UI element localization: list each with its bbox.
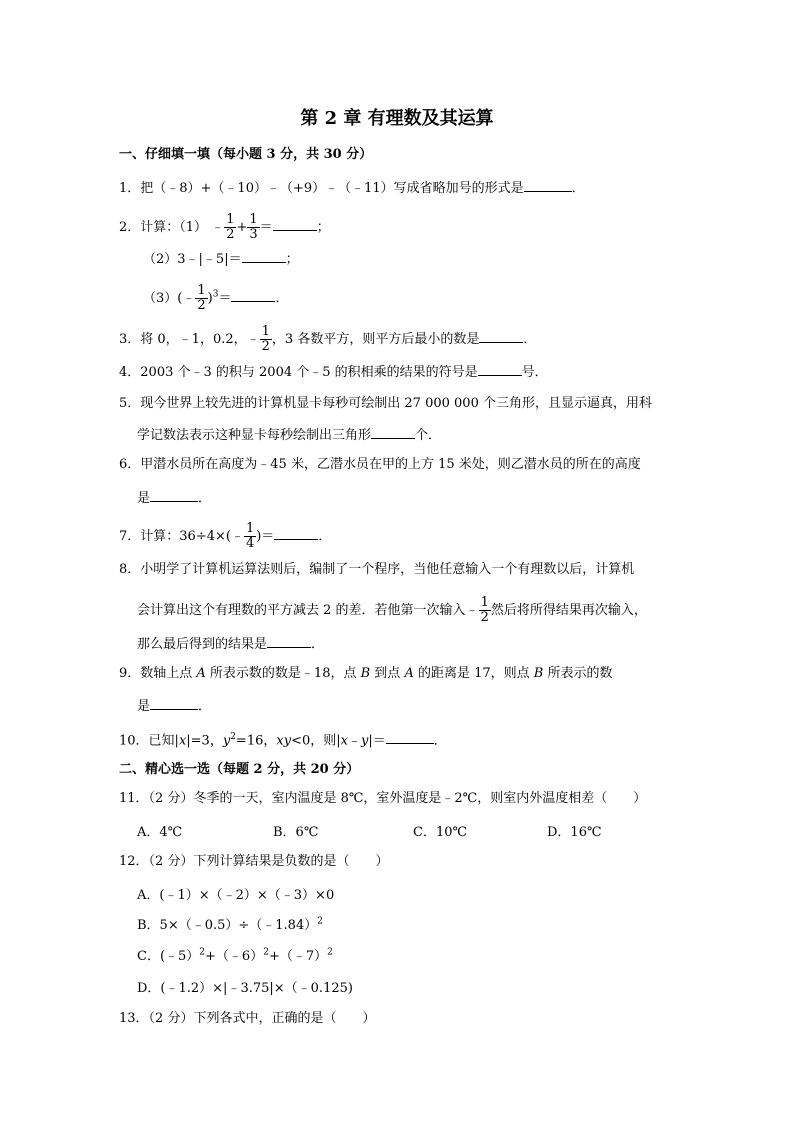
exponent: 2 (263, 947, 269, 958)
question-6-line-2 (137, 489, 211, 507)
equals-sign: ＝ (218, 291, 232, 306)
fraction-denominator: 3 (249, 227, 258, 242)
answer-blank[interactable] (274, 527, 318, 540)
question-6-text: 是 (137, 491, 151, 506)
answer-blank[interactable] (150, 489, 198, 502)
answer-blank[interactable] (273, 218, 317, 231)
question-1-text: 1．把（﹣8）+（﹣10）﹣（+9）﹣（﹣11）写成省略加号的形式是 (119, 181, 524, 196)
choice-c[interactable]: C．10℃ (413, 825, 468, 840)
open-paren: (﹣ (177, 291, 196, 306)
choice-a[interactable]: A．4℃ (137, 825, 183, 840)
choice-c-text-a: C．(﹣5） (137, 949, 200, 964)
fraction-one-quarter (244, 522, 256, 551)
choice-b-text: B．5×（﹣0.5）÷（﹣1.84） (137, 918, 318, 933)
minus-sign: ﹣ (211, 220, 225, 235)
exponent: 2 (230, 732, 236, 742)
question-3-end: ． (523, 332, 537, 347)
answer-blank[interactable] (479, 330, 523, 343)
point-a-label: A (404, 666, 414, 681)
open-paren: (﹣ (225, 529, 244, 544)
exponent: 2 (327, 947, 333, 958)
question-2-end: ； (316, 220, 330, 235)
answer-blank[interactable] (267, 635, 311, 648)
close-paren-equals: )＝ (256, 529, 275, 544)
question-6-end: ． (198, 491, 212, 506)
exponent: 3 (212, 289, 219, 300)
question-5-text: 学记数法表示这种显卡每秒绘制出三角形 (137, 428, 372, 443)
variable-y: y (360, 733, 369, 749)
fraction-denominator: 4 (245, 536, 255, 551)
question-2-part-2-end: ； (285, 252, 299, 267)
minus-sign: ﹣ (246, 332, 260, 347)
question-1-end: ． (571, 181, 585, 196)
question-5-line-1: 5．现今世界上较先进的计算机显卡每秒可绘制出 27 000 000 个三角形，且显示逼真，用科 (119, 396, 652, 411)
minus-sign: ﹣ (465, 603, 479, 618)
question-9-text-e: 所表示的数 (543, 666, 613, 681)
question-8-text-a: 会计算出这个有理数的平方减去 2 的差．若他第一次输入 (137, 603, 466, 618)
question-2-part-2 (143, 250, 299, 268)
question-9-text-a: 9．数轴上点 (119, 666, 197, 681)
choice-d[interactable]: D．(﹣1.2）×|﹣3.75|×（﹣0.125) (137, 981, 353, 996)
question-3 (119, 325, 536, 354)
fraction-numerator: 1 (197, 283, 206, 298)
question-9-line-1 (119, 666, 612, 682)
answer-blank[interactable] (242, 250, 286, 263)
question-9-text-c: 到点 (370, 666, 405, 681)
question-12: 12．（2 分）下列计算结果是负数的是（ ） (119, 854, 389, 869)
question-5-end: 个． (415, 428, 442, 443)
point-a-label: A (196, 666, 206, 681)
question-2 (119, 213, 330, 242)
choice-d[interactable]: D．16℃ (547, 825, 602, 840)
plus-sign: + (236, 220, 248, 235)
question-10-mid-3: <0，则| (291, 733, 341, 749)
question-9-text-f: 是 (137, 699, 151, 714)
variable-x: x (178, 733, 187, 749)
fraction-numerator: 1 (249, 212, 258, 227)
choice-b[interactable] (137, 914, 323, 933)
question-3-tail: ，3 各数平方，则平方后最小的数是 (271, 332, 480, 347)
close-paren: ) (207, 291, 213, 306)
question-13: 13．（2 分）下列各式中，正确的是（ ） (119, 1011, 376, 1026)
question-2-part-3-end: ． (275, 291, 289, 306)
question-2-part-2-text: （2）3﹣|﹣5|＝ (143, 252, 242, 267)
question-10-mid-2: =16， (235, 733, 277, 749)
fraction-one-half (195, 284, 207, 313)
question-10-mid-4: |＝ (368, 733, 386, 749)
answer-blank[interactable] (150, 697, 198, 710)
exponent: 2 (317, 916, 323, 927)
variable-x: x (340, 733, 348, 749)
variable-xy: xy (276, 733, 292, 749)
question-6-line-1: 6．甲潜水员所在高度为﹣45 米，乙潜水员在甲的上方 15 米处，则乙潜水员的所在的高度 (119, 457, 641, 472)
page-title: 第 2 章 有理数及其运算 (300, 108, 494, 129)
minus-sign: ﹣ (347, 733, 361, 749)
fraction-numerator: 1 (226, 212, 235, 227)
fraction-denominator: 2 (197, 298, 206, 313)
question-8-line-3 (137, 635, 324, 653)
question-11: 11．（2 分）冬季的一天，室内温度是 8℃，室外温度是﹣2℃，则室内外温度相差（ ） (119, 791, 647, 806)
fraction-denominator: 2 (480, 610, 489, 625)
point-b-label: B (360, 666, 371, 681)
question-7-lead: 7．计算：36÷4× (119, 529, 226, 544)
choice-c-text-b: +（﹣6） (205, 949, 264, 964)
answer-blank[interactable] (231, 289, 275, 302)
section-fill-in-heading: 一、仔细填一填（每小题 3 分，共 30 分） (119, 147, 373, 162)
question-10-end: ． (433, 733, 447, 749)
section-choice-heading: 二、精心选一选（每题 2 分，共 20 分） (119, 762, 360, 777)
question-9-end: ． (198, 699, 212, 714)
fraction-denominator: 2 (261, 339, 270, 354)
question-8-text-c: 那么最后得到的结果是 (137, 637, 268, 652)
question-2-part-3 (143, 284, 288, 313)
fraction-numerator: 1 (245, 521, 255, 536)
answer-blank[interactable] (524, 179, 572, 192)
choice-b[interactable]: B．6℃ (273, 825, 319, 840)
question-2-lead: 2．计算：（1） (119, 220, 208, 235)
question-9-line-2 (137, 697, 211, 715)
answer-blank[interactable] (371, 426, 415, 439)
question-9-text-d: 的距离是 17，则点 (413, 666, 534, 681)
question-3-lead: 3．将 0，﹣1，0.2， (119, 332, 247, 347)
question-2-part-3-lead: （3） (143, 291, 178, 306)
question-5-line-2 (137, 426, 441, 444)
fraction-one-half (224, 213, 236, 242)
fraction-denominator: 2 (226, 227, 235, 242)
answer-blank[interactable] (386, 731, 434, 744)
question-10 (119, 729, 447, 749)
question-7 (119, 522, 331, 551)
fraction-one-half (479, 596, 491, 625)
question-10-mid-1: |=3， (186, 733, 223, 749)
variable-y: y (222, 733, 231, 749)
question-8-text-b: 然后将所得结果再次输入， (490, 603, 647, 618)
question-9-text-b: 所表示数的数是﹣18，点 (205, 666, 361, 681)
choice-c[interactable] (137, 945, 333, 964)
question-8-end: ． (311, 637, 325, 652)
exponent: 2 (199, 947, 206, 958)
question-1 (119, 179, 585, 197)
choice-a[interactable]: A．(﹣1）×（﹣2）×（﹣3）×0 (137, 888, 335, 903)
point-b-label: B (533, 666, 544, 681)
choice-c-text-c: +（﹣7） (268, 949, 328, 964)
question-10-lead: 10．已知| (119, 733, 179, 749)
fraction-numerator: 1 (261, 324, 270, 339)
answer-blank[interactable] (478, 363, 522, 376)
question-4-text: 4．2003 个﹣3 的积与 2004 个﹣5 的积相乘的结果的符号是 (119, 365, 478, 380)
fraction-numerator: 1 (480, 595, 489, 610)
question-4-end: 号． (521, 365, 548, 380)
question-8-line-1: 8．小明学了计算机运算法则后，编制了一个程序，当他任意输入一个有理数以后，计算机 (119, 562, 635, 577)
question-8-line-2 (137, 596, 647, 625)
question-7-end: ． (318, 529, 332, 544)
fraction-one-half (260, 325, 272, 354)
equals-sign: ＝ (259, 220, 273, 235)
question-4 (119, 363, 548, 381)
fraction-one-third (247, 213, 259, 242)
